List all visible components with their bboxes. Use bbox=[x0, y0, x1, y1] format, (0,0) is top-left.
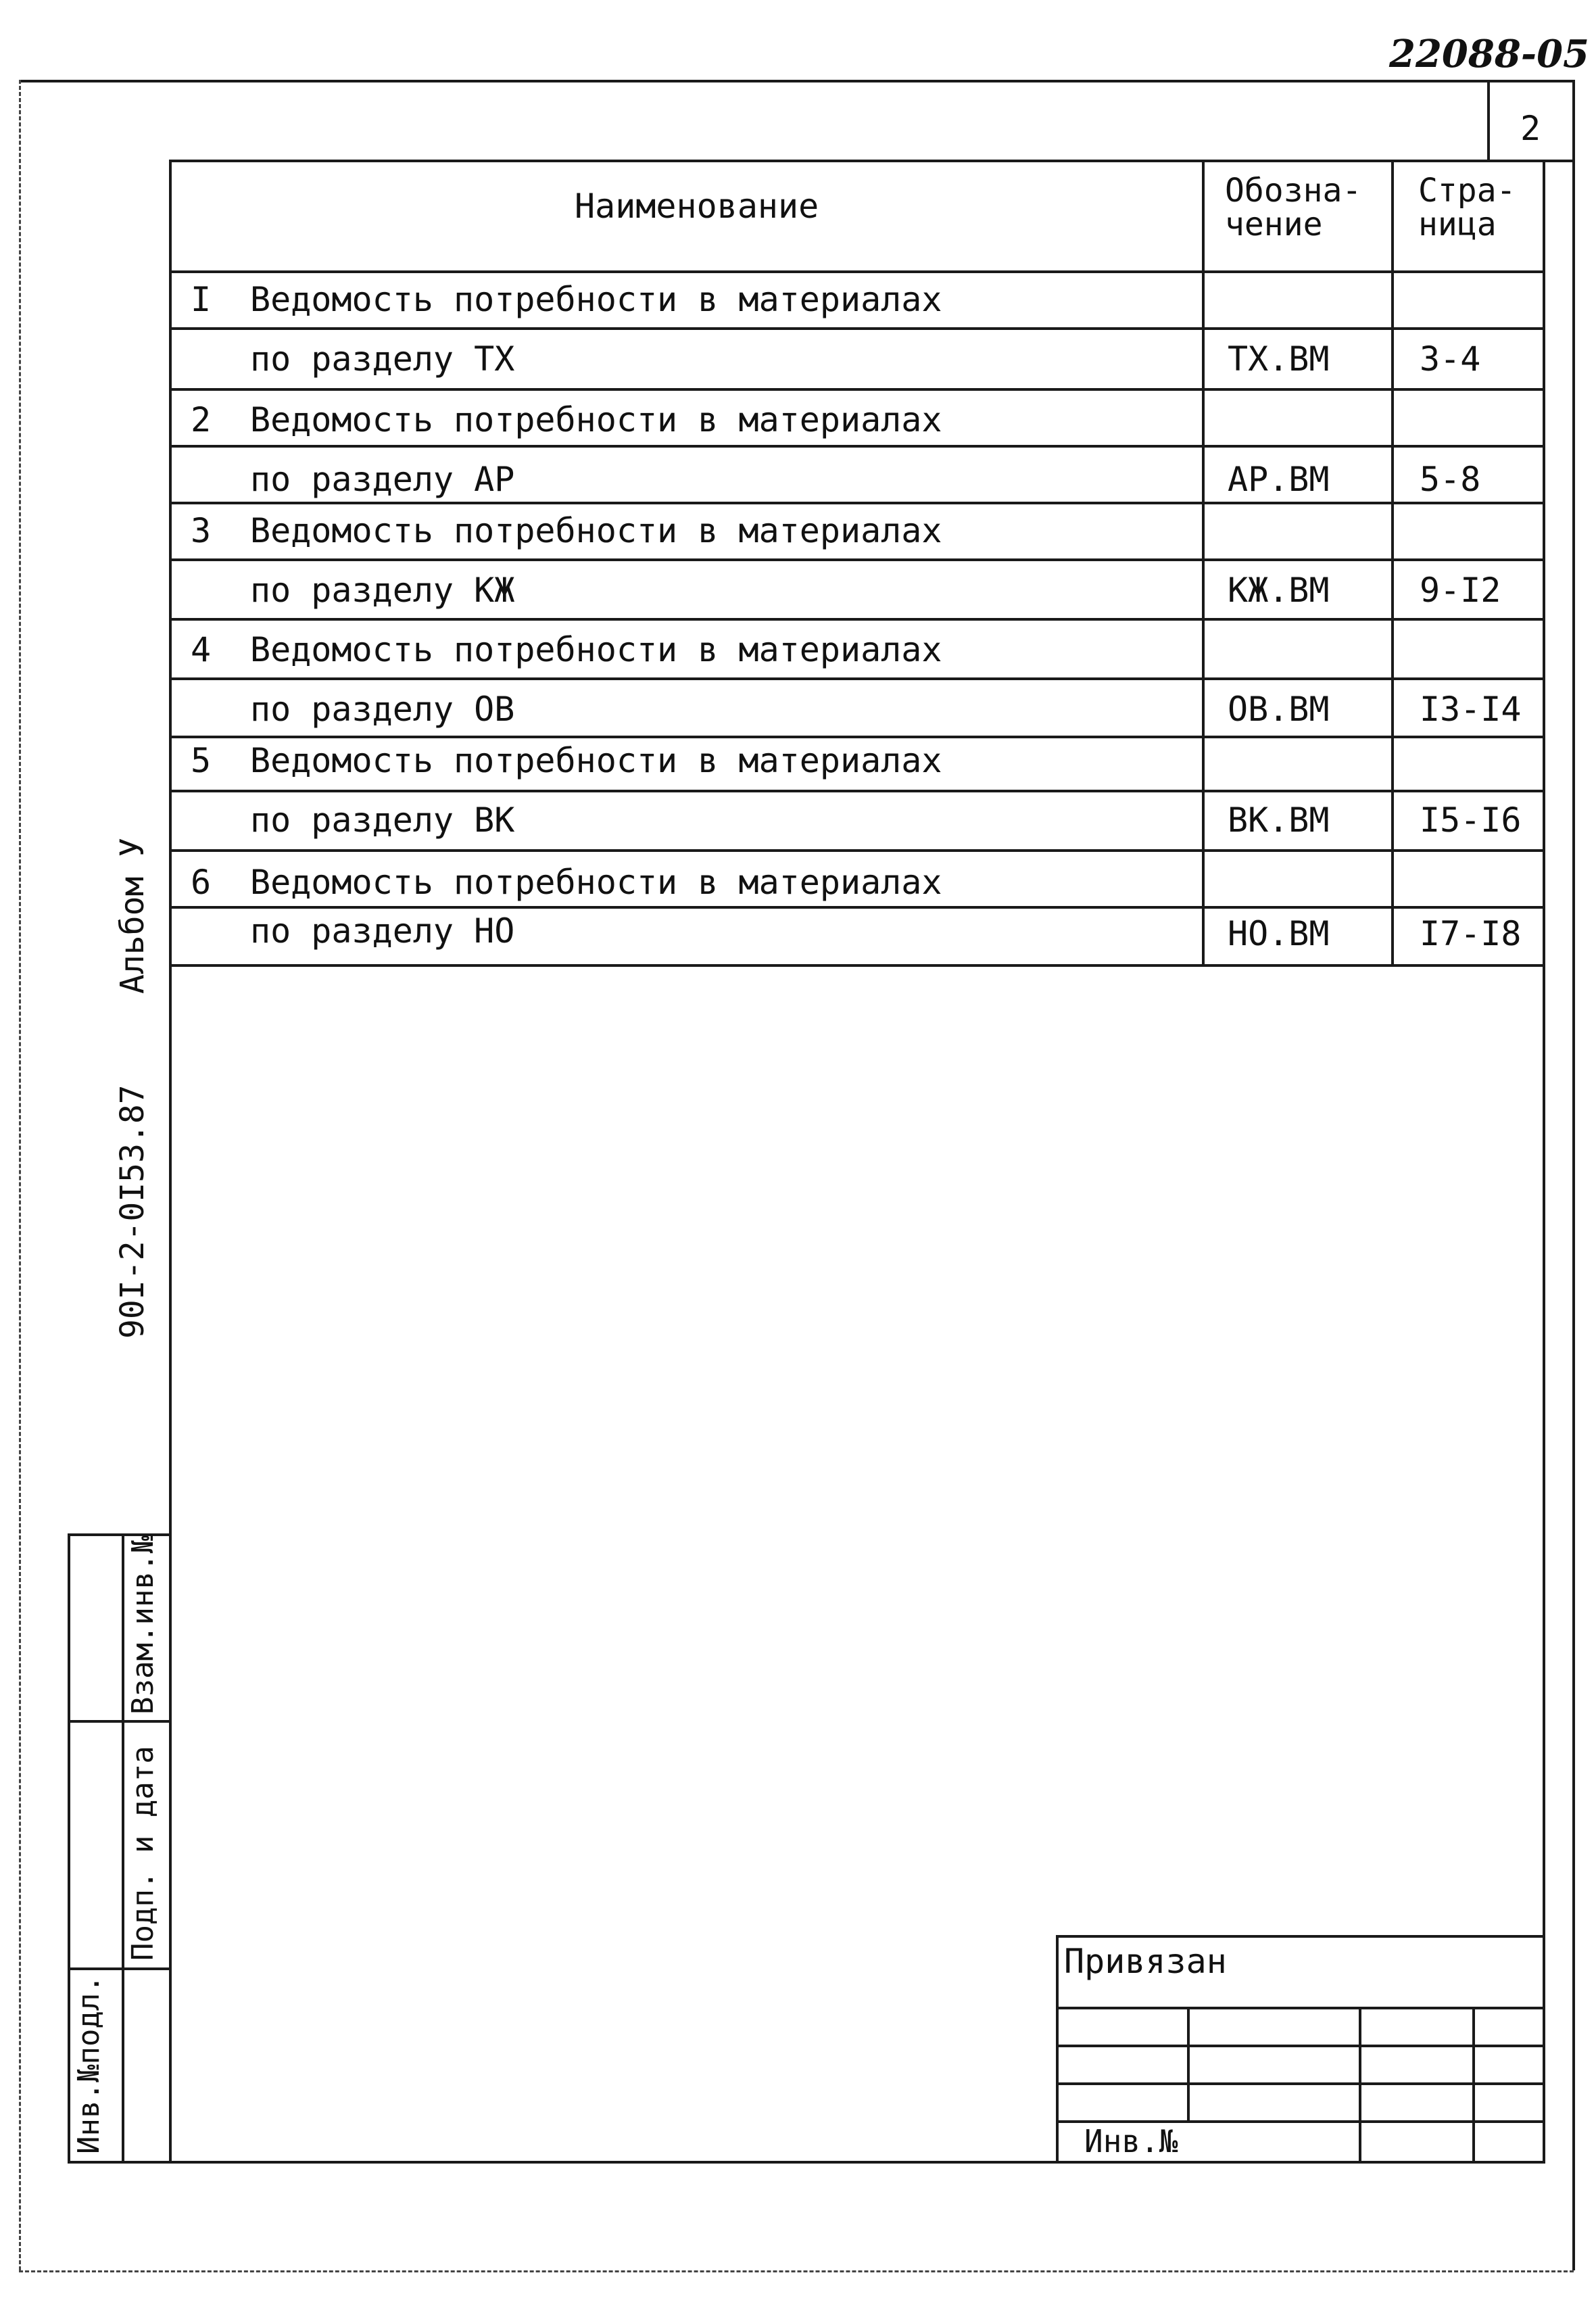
frame-left bbox=[169, 160, 172, 2162]
stamp-replacement-inv: Взам.инв.№ bbox=[126, 1535, 160, 1715]
row-pages: I3-I4 bbox=[1420, 690, 1522, 729]
stamp-left-border bbox=[68, 1533, 70, 2162]
binding-left bbox=[1056, 1935, 1059, 2162]
row-title: Ведомость потребности в материалах bbox=[250, 280, 942, 319]
header-designation-2: чение bbox=[1225, 206, 1323, 243]
header-designation-1: Обозна- bbox=[1225, 172, 1362, 210]
outer-border-right bbox=[1572, 80, 1575, 2270]
album-label: Альбом У bbox=[114, 837, 151, 994]
binding-divider bbox=[1472, 2007, 1475, 2162]
row-pages: 3-4 bbox=[1420, 339, 1481, 379]
row-number: 6 bbox=[191, 863, 212, 902]
row-pages: 5-8 bbox=[1420, 460, 1481, 499]
stamp-line bbox=[68, 1967, 170, 1970]
binding-top bbox=[1056, 1935, 1544, 1938]
row-line bbox=[169, 618, 1544, 621]
row-number: 5 bbox=[191, 741, 212, 780]
row-code: ВК.ВМ bbox=[1228, 801, 1330, 840]
binding-line bbox=[1056, 2007, 1544, 2009]
row-line bbox=[169, 964, 1544, 967]
row-line bbox=[169, 388, 1544, 391]
row-code: АР.ВМ bbox=[1228, 460, 1330, 499]
row-number: I bbox=[191, 280, 212, 319]
row-line bbox=[169, 736, 1544, 738]
row-code: ОВ.ВМ bbox=[1228, 690, 1330, 729]
outer-border-top bbox=[19, 80, 1574, 82]
row-number: 2 bbox=[191, 400, 212, 439]
binding-line bbox=[1056, 2045, 1544, 2047]
row-title: Ведомость потребности в материалах bbox=[250, 511, 942, 550]
row-section: по разделу ТХ bbox=[250, 339, 515, 379]
col-divider-page bbox=[1391, 160, 1394, 965]
frame-right bbox=[1543, 160, 1545, 2162]
outer-border-left bbox=[19, 80, 21, 2270]
row-line bbox=[169, 790, 1544, 792]
sheet-number: 2 bbox=[1520, 109, 1541, 148]
binding-inv-label: Инв.№ bbox=[1084, 2123, 1178, 2159]
row-number: 3 bbox=[191, 511, 212, 550]
row-line bbox=[169, 558, 1544, 561]
stamp-signature-date: Подп. и дата bbox=[126, 1746, 160, 1961]
binding-title: Привязан bbox=[1064, 1942, 1227, 1981]
row-code: КЖ.ВМ bbox=[1228, 571, 1330, 610]
row-title: Ведомость потребности в материалах bbox=[250, 863, 942, 902]
header-page-2: ница bbox=[1418, 206, 1497, 243]
frame-top bbox=[169, 160, 1574, 162]
row-line bbox=[169, 849, 1544, 852]
header-name: Наименование bbox=[575, 187, 819, 226]
header-page-1: Стра- bbox=[1418, 172, 1516, 210]
outer-border-bottom bbox=[19, 2270, 1574, 2272]
row-line bbox=[169, 502, 1544, 504]
project-code: 90I-2-0I53.87 bbox=[114, 1084, 151, 1339]
row-pages: I5-I6 bbox=[1420, 801, 1522, 840]
binding-divider bbox=[1187, 2007, 1190, 2120]
row-line bbox=[169, 445, 1544, 448]
row-pages: I7-I8 bbox=[1420, 914, 1522, 953]
row-code: НО.ВМ bbox=[1228, 914, 1330, 953]
row-title: Ведомость потребности в материалах bbox=[250, 630, 942, 669]
row-title: Ведомость потребности в материалах bbox=[250, 741, 942, 780]
binding-divider bbox=[1359, 2007, 1361, 2162]
row-code: ТХ.ВМ bbox=[1228, 339, 1330, 379]
stamp-original-inv: Инв.№подл. bbox=[72, 1975, 106, 2154]
row-title: Ведомость потребности в материалах bbox=[250, 400, 942, 439]
stamp-line bbox=[68, 1720, 170, 1723]
stamp-divider bbox=[122, 1533, 124, 2162]
row-section: по разделу ВК bbox=[250, 801, 515, 840]
row-pages: 9-I2 bbox=[1420, 571, 1501, 610]
row-section: по разделу ОВ bbox=[250, 690, 515, 729]
row-line bbox=[169, 327, 1544, 330]
row-line bbox=[169, 906, 1544, 909]
col-divider-designation bbox=[1202, 160, 1205, 965]
frame-bottom bbox=[68, 2161, 1545, 2164]
header-row-bottom bbox=[169, 270, 1544, 273]
binding-line bbox=[1056, 2082, 1544, 2085]
row-section: по разделу АР bbox=[250, 460, 515, 499]
document-number: 22088-05 bbox=[1389, 32, 1589, 76]
row-line bbox=[169, 677, 1544, 680]
row-number: 4 bbox=[191, 630, 212, 669]
row-section: по разделу НО bbox=[250, 911, 515, 951]
row-section: по разделу КЖ bbox=[250, 571, 515, 610]
